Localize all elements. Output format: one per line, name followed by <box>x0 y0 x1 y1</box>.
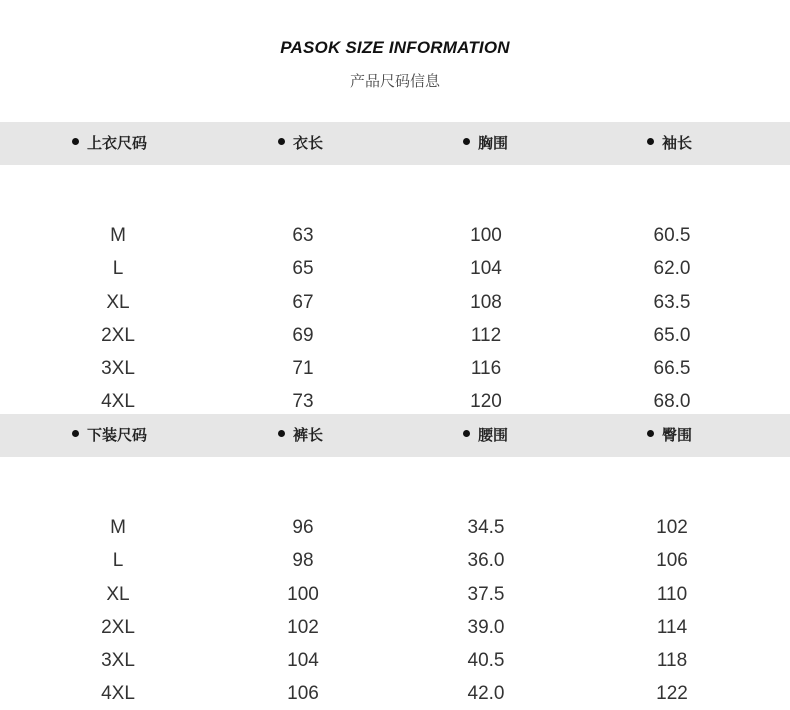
bullet-icon <box>463 138 470 145</box>
size-cell: 4XL <box>101 391 135 412</box>
bottoms-header-waist: 腰围 <box>463 414 508 457</box>
chest-cell: 100 <box>470 225 502 246</box>
length-cell: 73 <box>292 391 314 412</box>
length-cell: 96 <box>292 517 314 538</box>
waist-cell: 39.0 <box>467 617 505 638</box>
size-cell: 4XL <box>101 683 135 704</box>
sleeve-cell: 62.0 <box>653 258 691 279</box>
hip-cell: 114 <box>656 617 688 638</box>
waist-cell: 36.0 <box>467 550 505 571</box>
hip-cell: 122 <box>656 683 688 704</box>
size-cell: XL <box>106 292 130 313</box>
bullet-icon <box>72 138 79 145</box>
tops-header-chest: 胸围 <box>463 122 508 165</box>
size-cell: M <box>110 225 126 246</box>
bottoms-header-bar <box>0 414 790 457</box>
page-subtitle: 产品尺码信息 <box>349 72 440 90</box>
chest-cell: 104 <box>470 258 502 279</box>
hip-cell: 118 <box>656 650 688 671</box>
length-cell: 104 <box>287 650 319 671</box>
length-cell: 98 <box>292 550 314 571</box>
table-row <box>0 644 790 677</box>
table-row <box>0 544 790 577</box>
waist-cell: 34.5 <box>467 517 505 538</box>
table-row <box>0 511 790 544</box>
length-cell: 71 <box>292 358 314 379</box>
waist-cell: 40.5 <box>467 650 505 671</box>
length-cell: 106 <box>287 683 319 704</box>
waist-cell: 42.0 <box>467 683 505 704</box>
size-cell: L <box>112 550 124 571</box>
size-cell: 3XL <box>101 358 135 379</box>
table-row <box>0 319 790 352</box>
length-cell: 100 <box>287 584 319 605</box>
bullet-icon <box>463 430 470 437</box>
size-cell: 3XL <box>101 650 135 671</box>
length-cell: 67 <box>292 292 314 313</box>
chest-cell: 108 <box>470 292 502 313</box>
size-cell: XL <box>106 584 130 605</box>
sleeve-cell: 65.0 <box>653 325 691 346</box>
bottoms-header-length: 裤长 <box>278 414 323 457</box>
tops-header-bar <box>0 122 790 165</box>
bullet-icon <box>647 430 654 437</box>
table-row <box>0 252 790 285</box>
size-cell: M <box>110 517 126 538</box>
bottoms-header-hip: 臀围 <box>647 414 692 457</box>
bullet-icon <box>278 430 285 437</box>
waist-cell: 37.5 <box>467 584 505 605</box>
hip-cell: 110 <box>656 584 688 605</box>
bullet-icon <box>647 138 654 145</box>
tops-header-sleeve: 袖长 <box>647 122 692 165</box>
sleeve-cell: 63.5 <box>653 292 691 313</box>
hip-cell: 102 <box>656 517 688 538</box>
table-row <box>0 219 790 252</box>
chest-cell: 120 <box>470 391 502 412</box>
size-cell: 2XL <box>101 325 135 346</box>
length-cell: 102 <box>287 617 319 638</box>
table-row <box>0 611 790 644</box>
bullet-icon <box>72 430 79 437</box>
length-cell: 63 <box>292 225 314 246</box>
size-cell: L <box>112 258 124 279</box>
length-cell: 65 <box>292 258 314 279</box>
page-title: PASOK SIZE INFORMATION <box>280 38 510 57</box>
sleeve-cell: 60.5 <box>653 225 691 246</box>
table-row <box>0 352 790 385</box>
table-row <box>0 677 790 710</box>
chest-cell: 116 <box>470 358 502 379</box>
table-row <box>0 578 790 611</box>
hip-cell: 106 <box>656 550 688 571</box>
size-cell: 2XL <box>101 617 135 638</box>
tops-header-size: 上衣尺码 <box>72 122 147 165</box>
sleeve-cell: 68.0 <box>653 391 691 412</box>
tops-size-table <box>0 122 790 412</box>
chest-cell: 112 <box>470 325 502 346</box>
tops-header-length: 衣长 <box>278 122 323 165</box>
table-row <box>0 286 790 319</box>
length-cell: 69 <box>292 325 314 346</box>
sleeve-cell: 66.5 <box>653 358 691 379</box>
bullet-icon <box>278 138 285 145</box>
bottoms-size-table <box>0 414 790 704</box>
bottoms-header-size: 下装尺码 <box>72 414 147 457</box>
